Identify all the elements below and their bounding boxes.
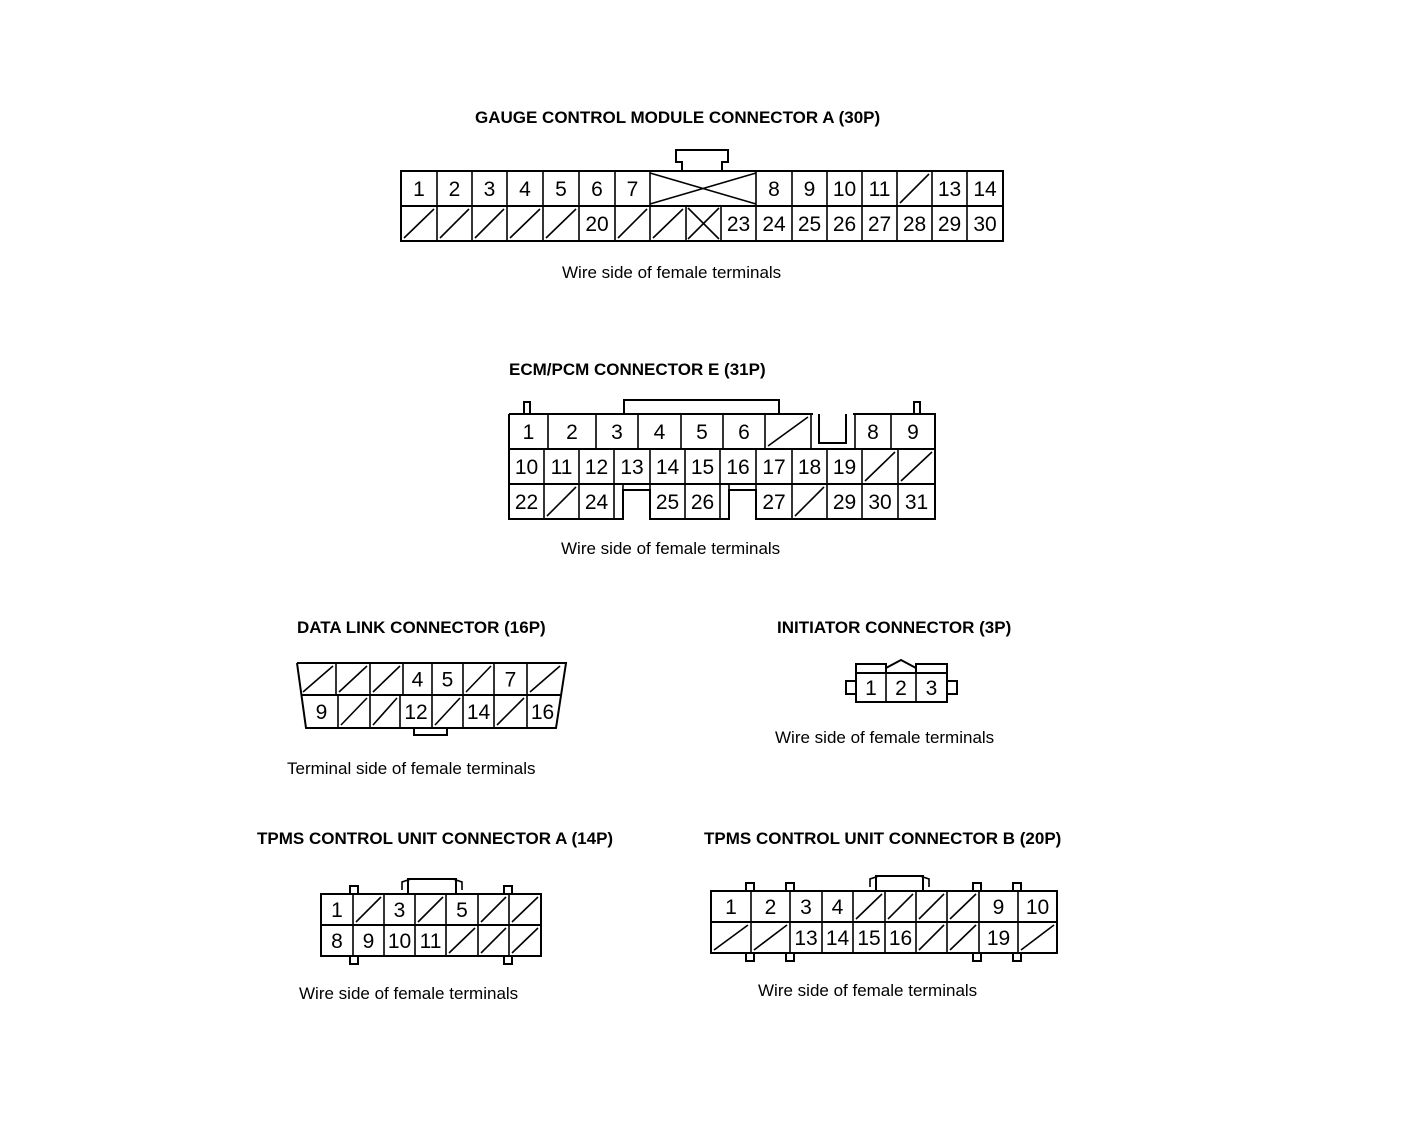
ecm-terminal-15: 15 bbox=[690, 456, 715, 479]
tpms-a-pin-bottom-right bbox=[504, 956, 512, 964]
tpms-b-terminal-1: 1 bbox=[725, 896, 737, 919]
tpms-b-terminal-2: 2 bbox=[764, 896, 777, 919]
gauge-terminal-14: 14 bbox=[973, 178, 997, 201]
ecm-terminal-4: 4 bbox=[653, 421, 666, 444]
tpms-b-pin-bottom bbox=[786, 953, 794, 961]
gauge-terminal-8: 8 bbox=[768, 178, 780, 201]
ecm-terminal-31: 31 bbox=[904, 491, 929, 514]
gauge-terminal-9: 9 bbox=[803, 178, 816, 201]
ecm-terminal-11: 11 bbox=[550, 456, 573, 479]
tpms-b-pin-top bbox=[746, 883, 754, 891]
gauge-terminal-13: 13 bbox=[937, 178, 962, 201]
tpms-a-blank-slash bbox=[449, 928, 475, 953]
tpms-b-blank-slash bbox=[950, 925, 976, 950]
gauge-key-cross-a bbox=[650, 173, 756, 204]
gauge-terminal-24: 24 bbox=[762, 213, 786, 236]
gauge-terminal-28: 28 bbox=[902, 213, 927, 236]
tpms-a-blank-slash bbox=[512, 928, 538, 953]
dlc-terminal-16: 16 bbox=[530, 701, 555, 724]
tpms-a-terminal-9: 9 bbox=[362, 930, 375, 953]
ecm-connector-caption: Wire side of female terminals bbox=[561, 539, 781, 558]
tpms-b-pin-bottom bbox=[973, 953, 981, 961]
ecm-notch-mask bbox=[813, 413, 853, 416]
gauge-blank-slash bbox=[440, 209, 469, 238]
gauge-key-cross-b bbox=[650, 173, 756, 204]
tpms-b-connector-caption: Wire side of female terminals bbox=[758, 981, 978, 1000]
ecm-terminal-12: 12 bbox=[584, 456, 609, 479]
tpms-b-latch bbox=[876, 876, 923, 891]
tpms-b-terminal-4: 4 bbox=[831, 896, 844, 919]
tpms-a-latch-edge-left bbox=[402, 879, 411, 890]
ecm-terminal-18: 18 bbox=[797, 456, 822, 479]
tpms-b-terminal-16: 16 bbox=[888, 927, 913, 950]
ecm-terminal-22: 22 bbox=[514, 491, 539, 514]
gauge-terminal-26: 26 bbox=[832, 213, 857, 236]
tpms-b-terminal-10: 10 bbox=[1025, 896, 1050, 919]
tpms-b-pin-top bbox=[786, 883, 794, 891]
dlc-terminal-7: 7 bbox=[504, 668, 517, 692]
ecm-terminal-9: 9 bbox=[907, 421, 919, 444]
tpms-b-pin-bottom bbox=[1013, 953, 1021, 961]
initiator-connector-title: INITIATOR CONNECTOR (3P) bbox=[777, 618, 1012, 637]
gauge-blank-slash bbox=[404, 209, 434, 238]
gauge-cross-a bbox=[688, 208, 719, 239]
ecm-top-ridge bbox=[624, 400, 779, 414]
initiator-left-bump bbox=[856, 664, 886, 673]
tpms-b-terminal-3: 3 bbox=[800, 896, 812, 919]
tpms-b-terminal-15: 15 bbox=[857, 927, 881, 950]
tpms-a-pin-top-right bbox=[504, 886, 512, 894]
gauge-terminal-6: 6 bbox=[591, 178, 603, 201]
dlc-blank-slash bbox=[303, 666, 333, 692]
ecm-terminal-17: 17 bbox=[762, 456, 786, 479]
tpms-b-terminal-14: 14 bbox=[825, 927, 850, 950]
tpms-a-terminal-5: 5 bbox=[456, 899, 468, 922]
tpms-b-blank-slash bbox=[950, 894, 976, 919]
initiator-center-peak bbox=[886, 660, 916, 668]
tpms-b-blank-slash bbox=[1021, 925, 1054, 950]
gauge-blank-slash bbox=[475, 209, 504, 238]
ecm-blank-slash bbox=[547, 487, 576, 516]
gauge-terminal-11: 11 bbox=[868, 178, 891, 201]
dlc-terminal-14: 14 bbox=[466, 701, 491, 724]
dlc-terminal-12: 12 bbox=[404, 701, 428, 724]
tpms-b-blank-slash bbox=[888, 894, 913, 919]
tpms-a-terminal-11: 11 bbox=[419, 930, 442, 953]
ecm-terminal-30: 30 bbox=[868, 491, 892, 514]
gauge-connector-title: GAUGE CONTROL MODULE CONNECTOR A (30P) bbox=[475, 108, 881, 127]
gauge-latch bbox=[676, 150, 728, 171]
ecm-terminal-5: 5 bbox=[696, 421, 708, 444]
dlc-bottom-tab bbox=[414, 728, 447, 735]
tpms-a-terminal-8: 8 bbox=[331, 930, 343, 953]
gauge-terminal-25: 25 bbox=[797, 213, 822, 236]
gauge-blank-slash bbox=[653, 209, 683, 238]
tpms-a-latch-edge-right bbox=[453, 879, 462, 890]
tpms-a-terminal-3: 3 bbox=[393, 899, 406, 922]
gauge-connector-caption: Wire side of female terminals bbox=[562, 263, 782, 282]
tpms-a-pin-bottom-left bbox=[350, 956, 358, 964]
gauge-blank-slash bbox=[900, 174, 929, 203]
ecm-terminal-10: 10 bbox=[514, 456, 539, 479]
tpms-a-connector-caption: Wire side of female terminals bbox=[299, 984, 519, 1003]
dlc-terminal-4: 4 bbox=[411, 668, 424, 692]
dlc-blank-slash bbox=[339, 666, 367, 692]
ecm-terminal-29: 29 bbox=[832, 491, 857, 514]
ecm-terminal-2: 2 bbox=[566, 421, 578, 444]
ecm-outline bbox=[509, 414, 935, 519]
tpms-b-latch-edge-right bbox=[920, 876, 929, 887]
ecm-right-pin bbox=[914, 402, 920, 414]
ecm-terminal-8: 8 bbox=[867, 421, 879, 444]
tpms-a-latch bbox=[408, 879, 456, 894]
tpms-b-terminal-9: 9 bbox=[992, 896, 1005, 919]
ecm-terminal-24: 24 bbox=[584, 491, 609, 514]
dlc-blank-slash bbox=[530, 666, 560, 692]
ecm-terminal-19: 19 bbox=[832, 456, 857, 479]
tpms-b-blank-slash bbox=[714, 925, 748, 950]
gauge-terminal-30: 30 bbox=[973, 213, 997, 236]
dlc-blank-slash bbox=[373, 698, 397, 725]
tpms-b-pin-top bbox=[973, 883, 981, 891]
tpms-a-blank-slash bbox=[512, 897, 538, 922]
ecm-terminal-27: 27 bbox=[762, 491, 786, 514]
tpms-a-terminal-10: 10 bbox=[387, 930, 412, 953]
gauge-terminal-5: 5 bbox=[555, 178, 567, 201]
ecm-terminal-25: 25 bbox=[655, 491, 680, 514]
gauge-terminal-7: 7 bbox=[626, 178, 639, 201]
tpms-b-terminal-19: 19 bbox=[986, 927, 1011, 950]
tpms-b-outline bbox=[711, 891, 1057, 953]
dlc-blank-slash bbox=[435, 698, 460, 725]
tpms-b-pin-top bbox=[1013, 883, 1021, 891]
tpms-a-blank-slash bbox=[418, 897, 443, 922]
gauge-terminal-1: 1 bbox=[413, 178, 425, 201]
ecm-terminal-26: 26 bbox=[690, 491, 715, 514]
gauge-blank-slash bbox=[618, 209, 647, 238]
initiator-left-ear bbox=[846, 681, 856, 694]
gauge-blank-slash bbox=[546, 209, 576, 238]
gauge-terminal-23: 23 bbox=[726, 213, 751, 236]
gauge-terminal-3: 3 bbox=[483, 178, 496, 201]
gauge-terminal-10: 10 bbox=[832, 178, 857, 201]
tpms-b-blank-slash bbox=[919, 925, 944, 950]
tpms-a-pin-top-left bbox=[350, 886, 358, 894]
tpms-a-terminal-1: 1 bbox=[331, 899, 343, 922]
ecm-blank-slash bbox=[901, 452, 932, 481]
ecm-blank-slash bbox=[865, 452, 895, 481]
gauge-terminal-20: 20 bbox=[585, 213, 609, 236]
ecm-blank-slash bbox=[795, 487, 824, 516]
tpms-b-terminal-13: 13 bbox=[794, 927, 818, 950]
dlc-terminal-9: 9 bbox=[315, 701, 328, 724]
dlc-blank-slash bbox=[373, 666, 400, 692]
dlc-blank-slash bbox=[466, 666, 491, 692]
gauge-blank-slash bbox=[510, 209, 540, 238]
initiator-outline bbox=[856, 673, 947, 702]
dlc-terminal-5: 5 bbox=[441, 668, 454, 692]
ecm-blank-slash bbox=[768, 417, 808, 446]
ecm-terminal-3: 3 bbox=[611, 421, 623, 444]
tpms-a-blank-slash bbox=[356, 897, 381, 922]
dlc-connector-caption: Terminal side of female terminals bbox=[287, 759, 536, 778]
dlc-connector-title: DATA LINK CONNECTOR (16P) bbox=[297, 618, 546, 637]
ecm-connector-title: ECM/PCM CONNECTOR E (31P) bbox=[509, 360, 766, 379]
tpms-a-blank-slash bbox=[481, 928, 506, 953]
ecm-terminal-6: 6 bbox=[738, 421, 750, 444]
initiator-connector-caption: Wire side of female terminals bbox=[775, 728, 995, 747]
tpms-b-pin-bottom bbox=[746, 953, 754, 961]
initiator-right-ear bbox=[947, 681, 957, 694]
tpms-b-blank-slash bbox=[919, 894, 944, 919]
tpms-b-blank-slash bbox=[856, 894, 882, 919]
ecm-terminal-1: 1 bbox=[522, 421, 535, 444]
initiator-terminal-1: 1 bbox=[865, 677, 877, 700]
tpms-b-connector-title: TPMS CONTROL UNIT CONNECTOR B (20P) bbox=[704, 829, 1062, 848]
dlc-blank-slash bbox=[497, 698, 524, 725]
tpms-a-connector-title: TPMS CONTROL UNIT CONNECTOR A (14P) bbox=[257, 829, 614, 848]
tpms-b-blank-slash bbox=[754, 925, 787, 950]
gauge-terminal-29: 29 bbox=[937, 213, 962, 236]
ecm-terminal-14: 14 bbox=[655, 456, 680, 479]
gauge-terminal-2: 2 bbox=[448, 178, 461, 201]
tpms-b-latch-edge-left bbox=[870, 876, 879, 887]
tpms-a-blank-slash bbox=[481, 897, 506, 922]
gauge-terminal-27: 27 bbox=[867, 213, 892, 236]
ecm-terminal-13: 13 bbox=[620, 456, 644, 479]
dlc-outline bbox=[297, 663, 566, 728]
gauge-outline bbox=[401, 171, 1003, 241]
gauge-cross-b bbox=[688, 208, 719, 239]
dlc-blank-slash bbox=[341, 698, 367, 725]
ecm-left-pin bbox=[524, 402, 530, 414]
initiator-terminal-3: 3 bbox=[925, 677, 938, 700]
ecm-terminal-16: 16 bbox=[726, 456, 750, 479]
initiator-terminal-2: 2 bbox=[895, 677, 907, 700]
ecm-keyway-notch bbox=[819, 414, 846, 443]
initiator-right-bump bbox=[916, 664, 947, 673]
tpms-a-outline bbox=[321, 894, 541, 956]
gauge-terminal-4: 4 bbox=[519, 178, 531, 201]
